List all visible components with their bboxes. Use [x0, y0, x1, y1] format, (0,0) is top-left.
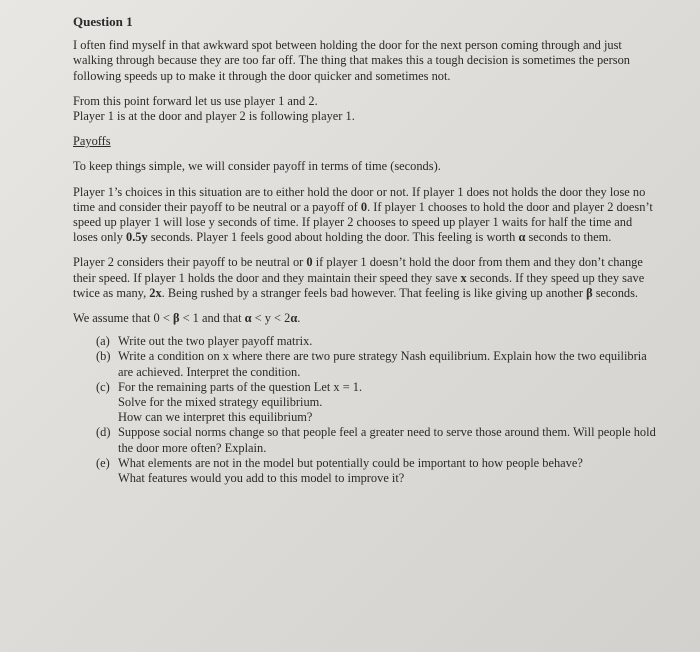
- players-line-1: From this point forward let us use player 1 and 2.: [73, 93, 318, 108]
- question-text: What features would you add to this model to improve it?: [118, 471, 405, 486]
- assumption-bold-2: α: [244, 311, 252, 326]
- assumption-text-1: We assume that 0 <: [73, 311, 173, 326]
- player2-bold-1: 0: [306, 255, 313, 270]
- players-line-2: Player 1 is at the door and player 2 is following player 1.: [73, 109, 355, 124]
- assumption-text-2: < 1 and that: [179, 311, 245, 326]
- payoffs-heading: Payoffs: [73, 134, 111, 149]
- question-text: Write a condition on x where there are two pure strategy Nash equilibrium. Explain how the two equilibria are achieved. Interpret the condition.: [118, 349, 647, 379]
- player1-bold-2: 0.5y: [126, 230, 148, 245]
- player2-text-3: seconds. If they speed up they save twice as many,: [73, 270, 645, 300]
- payoff-intro: To keep things simple, we will consider payoff in terms of time (seconds).: [73, 159, 441, 174]
- player2-bold-4: β: [586, 285, 593, 300]
- player1-bold-1: 0: [360, 199, 368, 214]
- player2-bold-3: 2x: [149, 285, 162, 300]
- assumption-bold-3: α: [290, 311, 298, 326]
- question-text: How can we interpret this equilibrium?: [118, 410, 313, 425]
- player1-text-4: seconds to them.: [525, 230, 612, 245]
- question-label: (d): [96, 425, 111, 440]
- question-item-a: [96, 334, 660, 349]
- player2-text-4: . Being rushed by a stranger feels bad however. That feeling is like giving up another: [161, 285, 587, 300]
- player1-bold-3: α: [518, 230, 526, 245]
- question-text: For the remaining parts of the question Let x = 1.: [118, 379, 363, 394]
- question-text: Suppose social norms change so that people feel a greater need to serve those around them. Will people hold the door more often? Explain.: [118, 425, 656, 455]
- player1-text-3: seconds. Player 1 feels good about holding the door. This feeling is worth: [147, 230, 519, 245]
- player1-text-1: Player 1’s choices in this situation are to either hold the door or not. If player 1 does not holds the door they lose no time and consider their payoff to be neutral or a payoff of: [73, 184, 646, 214]
- assumption-text-4: .: [297, 311, 301, 326]
- player2-text-1: Player 2 considers their payoff to be neutral or: [73, 255, 307, 270]
- question-label: (a): [96, 334, 110, 349]
- assumption-bold-1: β: [172, 311, 180, 326]
- question-text: Solve for the mixed strategy equilibrium.: [118, 395, 323, 410]
- intro-paragraph: I often find myself in that awkward spot between holding the door for the next person coming through and just walking through because they are too far off. The thing that makes this a tough decision is sometimes the person following speeds up to make it through the door quicker and sometimes not.: [73, 38, 630, 83]
- player2-text-2: if player 1 doesn’t hold the door from them and they don’t change their speed. If player 1 holds the door and they maintain their speed they save: [73, 255, 643, 285]
- assumption-text-3: < y < 2: [251, 311, 291, 326]
- player1-paragraph: [73, 185, 660, 246]
- player2-bold-2: x: [460, 270, 467, 285]
- question-item-e: [96, 456, 660, 486]
- question-text: What elements are not in the model but potentially could be important to how people behave?: [118, 455, 583, 470]
- question-item-d: [96, 425, 660, 455]
- question-item-c: [96, 380, 660, 426]
- player2-paragraph: [73, 255, 660, 301]
- question-text: Write out the two player payoff matrix.: [118, 334, 313, 349]
- question-item-b: [96, 349, 660, 379]
- question-title: Question 1: [73, 14, 133, 29]
- player1-text-2: . If player 1 chooses to hold the door and player 2 doesn’t speed up player 1 will lose y seconds of time. If player 2 chooses to speed up player 1 waits for half the time and loses only: [73, 199, 653, 245]
- question-label: (e): [96, 455, 110, 470]
- question-label: (b): [96, 349, 111, 364]
- players-paragraph: [73, 94, 660, 124]
- question-list: [96, 334, 660, 486]
- question-label: (c): [96, 379, 110, 394]
- player2-text-5: seconds.: [592, 285, 639, 300]
- assumption-line: [73, 311, 660, 326]
